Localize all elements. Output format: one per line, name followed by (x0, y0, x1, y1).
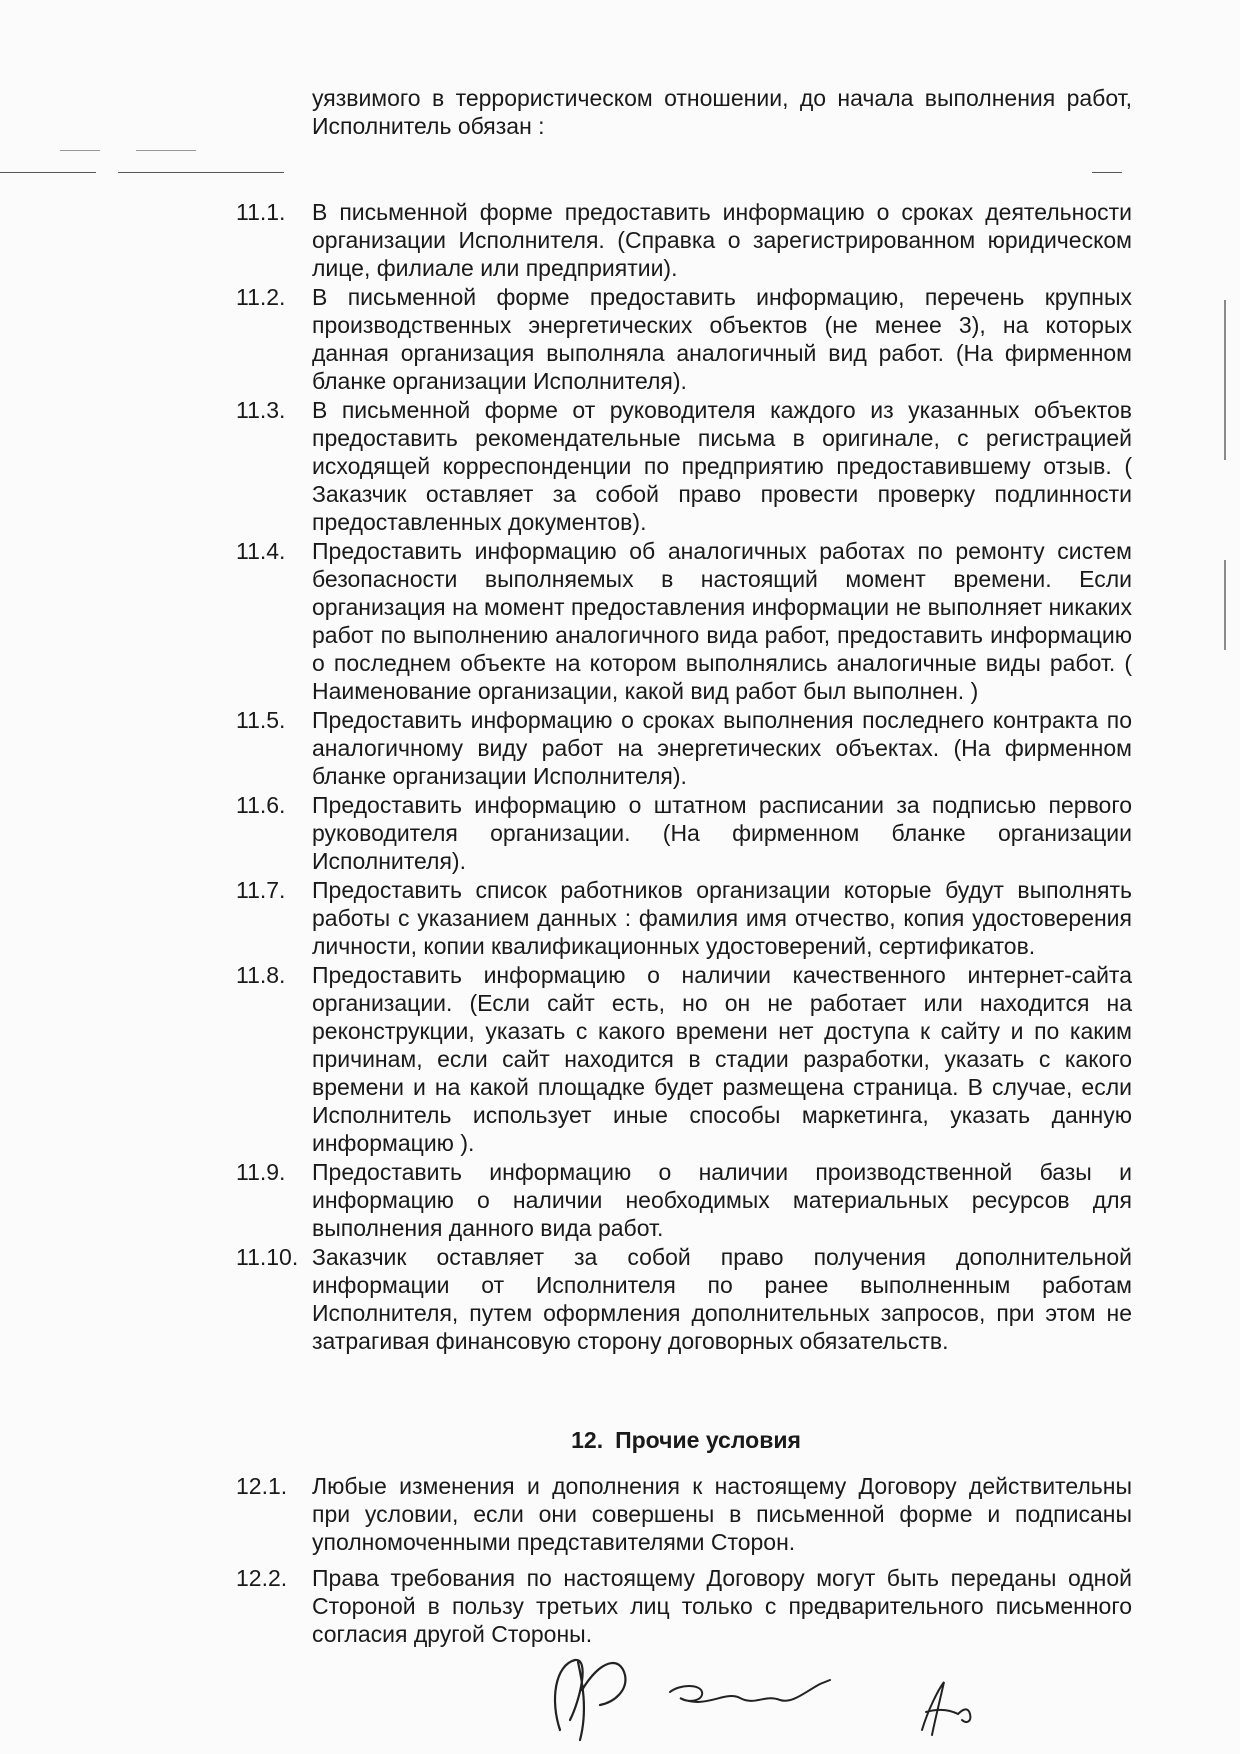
section-12-heading (236, 1426, 1136, 1454)
handwritten-signatures (530, 1640, 1090, 1750)
list-item (236, 1472, 1136, 1556)
signature-3 (922, 1682, 970, 1735)
section-number: 12. (571, 1427, 604, 1453)
item-number: 11.4. (236, 538, 286, 564)
scan-artifact (136, 150, 196, 151)
item-text: Заказчик оставляет за собой право получения дополнительной информации от Исполнителя по ранее выполненным работам Исполнителя, путем оформления дополнительных запросов, при этом не затрагивая финансовую сторону договорных обязательств. (312, 1244, 1132, 1354)
section-12-list (236, 1472, 1136, 1648)
scan-artifact (118, 172, 284, 173)
item-text: Предоставить информацию о наличии производственной базы и информацию о наличии необходимых материальных ресурсов для выполнения данного вида работ. (312, 1159, 1132, 1241)
list-item (236, 396, 1136, 536)
item-text: Предоставить список работников организации которые будут выполнять работы с указанием данных : фамилия имя отчество, копия удостоверения личности, копии квалификационных удостоверений, сертификатов. (312, 877, 1132, 959)
scan-artifact (1224, 300, 1226, 460)
item-number: 11.1. (236, 199, 286, 225)
intro-paragraph: уязвимого в террористическом отношении, до начала выполнения работ, Исполнитель обязан : (312, 85, 1132, 139)
scan-artifact (0, 172, 96, 173)
item-number: 11.3. (236, 397, 286, 423)
item-number: 11.2. (236, 284, 286, 310)
item-number: 11.10. (236, 1244, 299, 1270)
item-number: 11.9. (236, 1159, 286, 1185)
list-item (236, 876, 1136, 960)
item-text: В письменной форме предоставить информацию о сроках деятельности организации Исполнителя. (Справка о зарегистрированном юридическом лице, филиале или предприятии). (312, 199, 1132, 281)
list-item (236, 198, 1136, 282)
list-item (236, 791, 1136, 875)
item-text: Предоставить информацию о штатном расписании за подписью первого руководителя организации. (На фирменном бланке организации Исполнителя). (312, 792, 1132, 874)
item-number: 11.7. (236, 877, 286, 903)
item-number: 12.2. (236, 1565, 288, 1591)
list-item (236, 283, 1136, 395)
item-text: Предоставить информацию о наличии качественного интернет-сайта организации. (Если сайт есть, но он не работает или находится на реконструкции, указать с какого времени нет доступа к сайту и по каким причинам, если сайт находится в стадии разработки, указать с какого времени и на какой площадке будет размещена страница. В случае, если Исполнитель использует иные способы маркетинга, указать данную информацию ). (312, 962, 1132, 1156)
scan-artifact (60, 150, 100, 151)
list-item (236, 1243, 1136, 1355)
signatures (530, 1640, 1090, 1750)
list-item (236, 1564, 1136, 1648)
item-text: В письменной форме от руководителя каждого из указанных объектов предоставить рекомендательные письма в оригинале, с регистрацией исходящей корреспонденции по предприятию предоставившему отзыв. ( Заказчик оставляет за собой право провести проверку подлинности предоставленных документов). (312, 397, 1132, 535)
signature-1 (555, 1660, 625, 1740)
list-item (236, 537, 1136, 705)
list-item (236, 961, 1136, 1157)
section-title: Прочие условия (615, 1427, 801, 1453)
item-text: Любые изменения и дополнения к настоящему Договору действительны при условии, если они совершены в письменной форме и подписаны уполномоченными представителями Сторон. (312, 1473, 1132, 1555)
scan-artifact (1224, 560, 1226, 650)
signature-2 (670, 1680, 830, 1702)
item-text: Предоставить информацию о сроках выполнения последнего контракта по аналогичному виду работ на энергетических объектах. (На фирменном бланке организации Исполнителя). (312, 707, 1132, 789)
item-text: Предоставить информацию об аналогичных работах по ремонту систем безопасности выполняемых в настоящий момент времени. Если организация на момент предоставления информации не выполняет никаких работ по выполнению аналогичного вида работ, предоставить информацию о последнем объекте на котором выполнялись аналогичные виды работ. ( Наименование организации, какой вид работ был выполнен. ) (312, 538, 1132, 704)
scan-artifact (1092, 172, 1122, 173)
list-item (236, 706, 1136, 790)
item-number: 11.8. (236, 962, 286, 988)
item-text: В письменной форме предоставить информацию, перечень крупных производственных энергетических объектов (не менее 3), на которых данная организация выполняла аналогичный вид работ. (На фирменном бланке организации Исполнителя). (312, 284, 1132, 394)
item-number: 11.6. (236, 792, 286, 818)
item-number: 11.5. (236, 707, 286, 733)
item-number: 12.1. (236, 1473, 288, 1499)
list-item (236, 1158, 1136, 1242)
section-11-list (236, 198, 1136, 1355)
item-text: Права требования по настоящему Договору могут быть переданы одной Стороной в пользу третьих лиц только с предварительного письменного согласия другой Стороны. (312, 1565, 1132, 1647)
